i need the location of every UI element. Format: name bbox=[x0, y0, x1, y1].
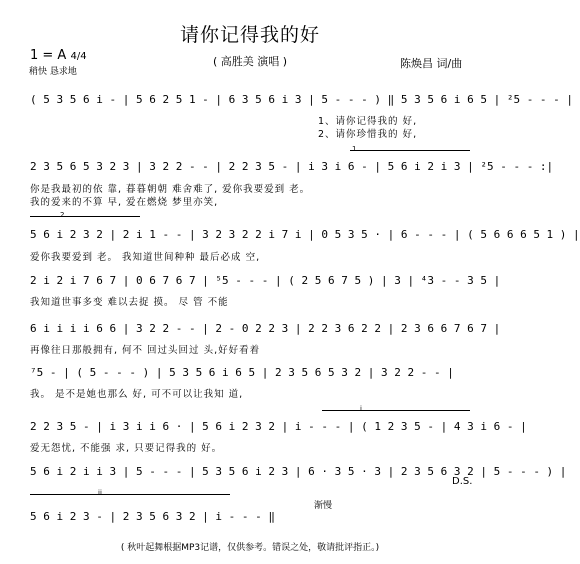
system-5-notes: 6 i i i i 6 6 | 3 2 2 - - | 2 - 0 2 2 3 | 2 2 3 6 2 2 | 2 3 6 6 7 6 7 | bbox=[30, 322, 501, 335]
tempo-marking: 稍快 恳求地 bbox=[29, 67, 77, 77]
dal-segno-mark: D.S. bbox=[452, 476, 473, 487]
author-credit: 陈焕昌 词/曲 bbox=[400, 57, 463, 70]
system-3-lyric-1: 爱你我要爱到 老。 我知道世间种种 最后必成 空, bbox=[30, 252, 261, 263]
system-5-lyric-1: 再像往日那般拥有, 何不 回过头回过 头,好好看着 bbox=[30, 345, 261, 356]
volta-ii-bracket bbox=[30, 494, 230, 495]
system-9-notes: 5 6 i 2 3 - | 2 3 5 6 3 2 | i - - - ‖ bbox=[30, 510, 276, 523]
time-signature: 4/4 bbox=[70, 51, 87, 62]
volta-1-label: 1 bbox=[352, 145, 357, 153]
system-6-lyric-1: 我。 是不是她也那么 好, 可不可以让我知 道, bbox=[30, 389, 244, 400]
system-1-lyric-2: 2、请你珍惜我的 好, bbox=[318, 129, 418, 140]
system-1-notes: ( 5 3 5 6 i - | 5 6 2 5 1 - | 6 3 5 6 i 3 | 5 - - - ) ‖ 5 3 5 6 i 6 5 | ²5 - - - | bbox=[30, 93, 574, 106]
volta-ii-label: ii bbox=[98, 489, 102, 497]
system-2-lyric-1: 你是我最初的依 靠, 暮暮朝朝 难舍难了, 爱你我要爱到 老。 bbox=[30, 184, 311, 195]
tempo-change-mark: 渐慢 bbox=[314, 501, 333, 511]
system-7-lyric-1: 爱无怨忧, 不能强 求, 只要记得我的 好。 bbox=[30, 443, 223, 454]
system-2-lyric-2: 我的爱来的不算 早, 爱在燃烧 梦里亦笑, bbox=[30, 197, 219, 208]
key-label: 1 = A bbox=[30, 48, 67, 63]
system-4-lyric-1: 我知道世事多变 难以去捉 摸。 尽 管 不能 bbox=[30, 297, 229, 308]
transcription-note: ( 秋叶起舞根据MP3记谱，仅供参考。错误之处，敬请批评指正。) bbox=[120, 543, 380, 553]
system-8-notes: 5 6 i 2 i i 3 | 5 - - - | 5 3 5 6 i 2 3 | 6 · 3 5 · 3 | 2 3 5 6 3 2 | 5 - - - ) | bbox=[30, 465, 567, 478]
system-1-lyric-1: 1、请你记得我的 好, bbox=[318, 116, 418, 127]
performer: ( 高胜美 演唱 ) bbox=[212, 55, 288, 68]
volta-2-label: 2 bbox=[60, 211, 65, 219]
system-3-notes: 5 6 i 2 3 2 | 2 i 1 - - | 3 2 3 2 2 i 7 i | 0 5 3 5 · | 6 - - - | ( 5 6 6 6 5 1 ) | bbox=[30, 228, 580, 241]
volta-1-bracket bbox=[350, 150, 470, 151]
song-title: 请你记得我的好 bbox=[179, 24, 320, 46]
system-2-notes: 2 3 5 6 5 3 2 3 | 3 2 2 - - | 2 2 3 5 - | i 3 i 6 - | 5 6 i 2 i 3 | ²5 - - - :| bbox=[30, 160, 554, 173]
volta-i-bracket bbox=[322, 410, 470, 411]
volta-i-label: i bbox=[360, 405, 362, 413]
system-4-notes: 2 i 2 i 7 6 7 | 0 6 7 6 7 | ⁵5 - - - | ( 2 5 6 7 5 ) | 3 | ⁴3 - - 3 5 | bbox=[30, 274, 501, 287]
system-7-notes: 2 2 3 5 - | i 3 i i 6 · | 5 6 i 2 3 2 | i - - - | ( 1 2 3 5 - | 4 3 i 6 - | bbox=[30, 420, 527, 433]
system-6-notes: ⁷5 - | ( 5 - - - ) | 5 3 5 6 i 6 5 | 2 3 5 6 5 3 2 | 3 2 2 - - | bbox=[30, 366, 454, 379]
volta-2-bracket bbox=[30, 216, 140, 217]
